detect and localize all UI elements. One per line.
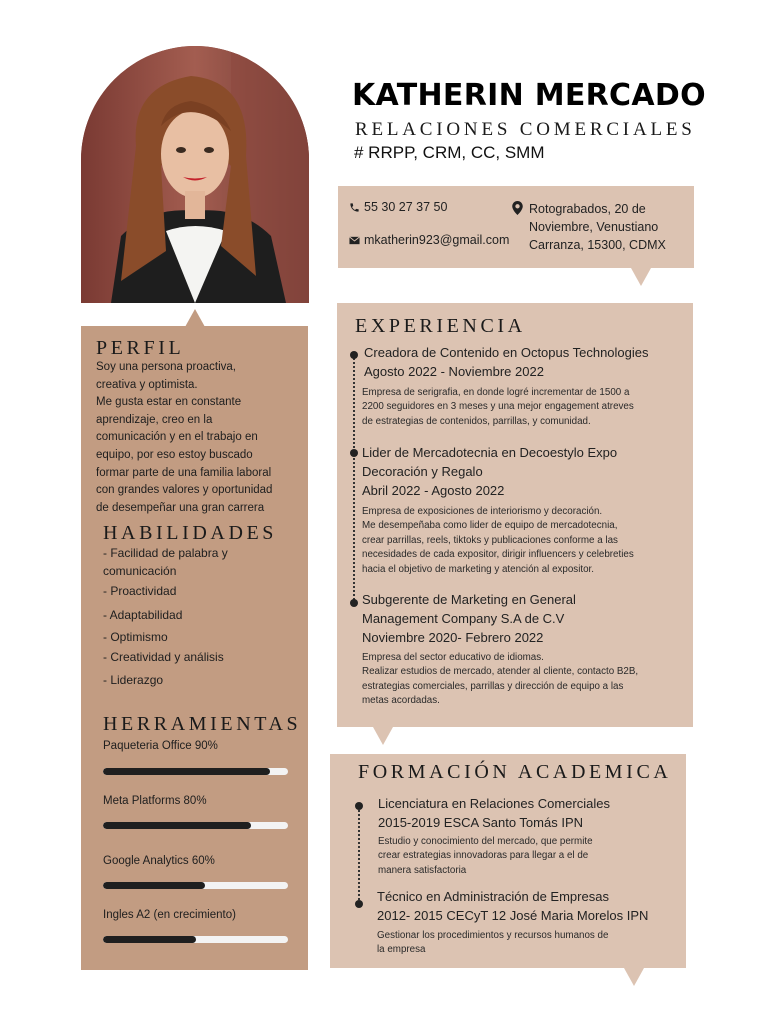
experiencia-title: EXPERIENCIA bbox=[355, 315, 526, 337]
address-line: Noviembre, Venustiano bbox=[529, 220, 659, 234]
job-desc-line: necesidades de cada expositor, dirigir influencers y celebreties bbox=[362, 549, 634, 561]
education-desc-line: Gestionar los procedimientos y recursos humanos de bbox=[377, 930, 609, 941]
perfil-pointer bbox=[185, 309, 205, 327]
job-title-line: Decoración y Regalo bbox=[362, 464, 483, 479]
herramientas-title: HERRAMIENTAS bbox=[103, 713, 302, 735]
timeline-dot bbox=[350, 599, 358, 607]
perfil-line: formar parte de una familia laboral bbox=[96, 466, 272, 479]
education-desc-line: manera satisfactoria bbox=[378, 864, 467, 876]
education-title bbox=[378, 794, 610, 832]
job-desc-line: hacia el objetivo de marketing y atención al expositor. bbox=[362, 563, 594, 575]
perfil-text bbox=[96, 359, 296, 517]
formacion-title: FORMACIÓN ACADEMICA bbox=[358, 761, 672, 783]
email-text: mkatherin923@gmail.com bbox=[364, 233, 510, 247]
tool-label: Paqueteria Office 90% bbox=[103, 740, 218, 752]
timeline-dot bbox=[350, 351, 358, 359]
job-title bbox=[362, 590, 576, 647]
perfil-line: de desempeñar una gran carrera bbox=[96, 501, 265, 514]
education-date: 2012- 2015 CECyT 12 José Maria Morelos IPN bbox=[377, 908, 649, 923]
education-desc-line: la empresa bbox=[377, 944, 426, 956]
job-description bbox=[362, 651, 638, 709]
job-title-line: Creadora de Contenido en Octopus Technologies bbox=[364, 345, 649, 360]
timeline-dot bbox=[355, 802, 363, 810]
contact-pointer bbox=[631, 268, 651, 286]
address-line: Carranza, 15300, CDMX bbox=[529, 238, 666, 252]
job-desc-line: Empresa de serigrafia, en donde logré incrementar de 1500 a bbox=[362, 387, 630, 398]
email-row bbox=[349, 231, 509, 249]
formacion-pointer bbox=[624, 968, 644, 986]
education-degree: Técnico en Administración de Empresas bbox=[377, 889, 609, 904]
tool-label: Ingles A2 (en crecimiento) bbox=[103, 909, 236, 921]
job-date: Abril 2022 - Agosto 2022 bbox=[362, 483, 505, 498]
portrait-photo-icon bbox=[81, 46, 309, 303]
perfil-line: aprendizaje, creo en la bbox=[96, 413, 213, 426]
skill-item: - Facilidad de palabra y comunicación bbox=[103, 546, 228, 578]
skill-item: - Liderazgo bbox=[103, 673, 164, 687]
profile-photo bbox=[81, 46, 309, 303]
job-title bbox=[364, 343, 649, 381]
tool-progress-fill bbox=[103, 768, 270, 775]
contact-box bbox=[338, 186, 694, 268]
location-pin-icon bbox=[512, 201, 523, 215]
tool-progress-fill bbox=[103, 936, 196, 943]
address-line: Rotograbados, 20 de bbox=[529, 202, 646, 216]
job-desc-line: 2200 seguidores en 3 meses y una mejor engagement atreves bbox=[362, 401, 634, 413]
education-description bbox=[378, 835, 593, 878]
candidate-role: RELACIONES COMERCIALES bbox=[355, 119, 696, 140]
timeline-dot bbox=[355, 900, 363, 908]
job-desc-line: de estrategias de contenidos, parrillas, y comunidad. bbox=[362, 415, 591, 427]
tool-progress-bar bbox=[103, 882, 288, 889]
skill-item: - Optimismo bbox=[103, 630, 168, 644]
tool-progress-fill bbox=[103, 882, 205, 889]
perfil-title: PERFIL bbox=[96, 337, 185, 359]
perfil-line: Me gusta estar en constante bbox=[96, 396, 242, 409]
left-column bbox=[81, 326, 308, 970]
formacion-box bbox=[330, 754, 686, 968]
education-desc-line: crear estrategias innovadoras para llegar a el de bbox=[378, 850, 589, 862]
experience-timeline bbox=[353, 355, 355, 603]
education-degree: Licenciatura en Relaciones Comerciales bbox=[378, 796, 610, 811]
phone-row bbox=[349, 198, 447, 216]
skill-item: - Proactividad bbox=[103, 584, 177, 598]
skill-item: - Creatividad y análisis bbox=[103, 650, 224, 664]
education-timeline bbox=[358, 806, 360, 904]
habilidades-title: HABILIDADES bbox=[103, 522, 278, 544]
perfil-line: creativa y optimista. bbox=[96, 378, 198, 391]
job-date: Agosto 2022 - Noviembre 2022 bbox=[364, 364, 544, 379]
experiencia-pointer bbox=[373, 727, 393, 745]
education-description bbox=[377, 929, 608, 958]
perfil-line: comunicación y en el trabajo en bbox=[96, 431, 258, 444]
email-icon bbox=[349, 236, 360, 245]
job-desc-line: crear parrillas, reels, tiktoks y publicaciones conforme a las bbox=[362, 534, 618, 546]
phone-text: 55 30 27 37 50 bbox=[364, 200, 448, 214]
education-title bbox=[377, 887, 648, 925]
job-desc-line: Realizar estudios de mercado, atender al cliente, contacto B2B, bbox=[362, 666, 639, 678]
job-title bbox=[362, 443, 617, 500]
education-date: 2015-2019 ESCA Santo Tomás IPN bbox=[378, 815, 583, 830]
candidate-tags: # RRPP, CRM, CC, SMM bbox=[354, 143, 545, 162]
candidate-name: KATHERIN MERCADO bbox=[352, 78, 706, 113]
perfil-line: con grandes valores y oportunidad bbox=[96, 484, 273, 497]
tool-progress-bar bbox=[103, 768, 288, 775]
job-title-line: Management Company S.A de C.V bbox=[362, 611, 565, 626]
job-description bbox=[362, 386, 634, 429]
skill-item: - Adaptabilidad bbox=[103, 608, 183, 622]
tool-progress-fill bbox=[103, 822, 251, 829]
timeline-dot bbox=[350, 449, 358, 457]
tool-progress-bar bbox=[103, 936, 288, 943]
job-desc-line: Me desempeñaba como lider de equipo de mercadotecnia, bbox=[362, 520, 618, 532]
job-desc-line: estrategias comerciales, parrillas y dirección de equipo a las bbox=[362, 680, 624, 692]
phone-icon bbox=[349, 202, 360, 213]
job-title-line: Subgerente de Marketing en General bbox=[362, 592, 576, 607]
tool-label: Meta Platforms 80% bbox=[103, 795, 207, 807]
job-desc-line: Empresa del sector educativo de idiomas. bbox=[362, 652, 544, 663]
experiencia-box bbox=[337, 303, 693, 727]
tool-progress-bar bbox=[103, 822, 288, 829]
job-title-line: Lider de Mercadotecnia en Decoestylo Expo bbox=[362, 445, 618, 460]
job-desc-line: Empresa de exposiciones de interiorismo y decoración. bbox=[362, 506, 603, 517]
job-description bbox=[362, 505, 634, 577]
tool-label: Google Analytics 60% bbox=[103, 855, 215, 867]
perfil-line: Soy una persona proactiva, bbox=[96, 361, 237, 373]
education-desc-line: Estudio y conocimiento del mercado, que permite bbox=[378, 836, 593, 847]
perfil-line: equipo, por eso estoy buscado bbox=[96, 448, 253, 461]
job-date: Noviembre 2020- Febrero 2022 bbox=[362, 630, 544, 645]
address-row bbox=[512, 200, 666, 254]
job-desc-line: metas acordadas. bbox=[362, 695, 440, 707]
